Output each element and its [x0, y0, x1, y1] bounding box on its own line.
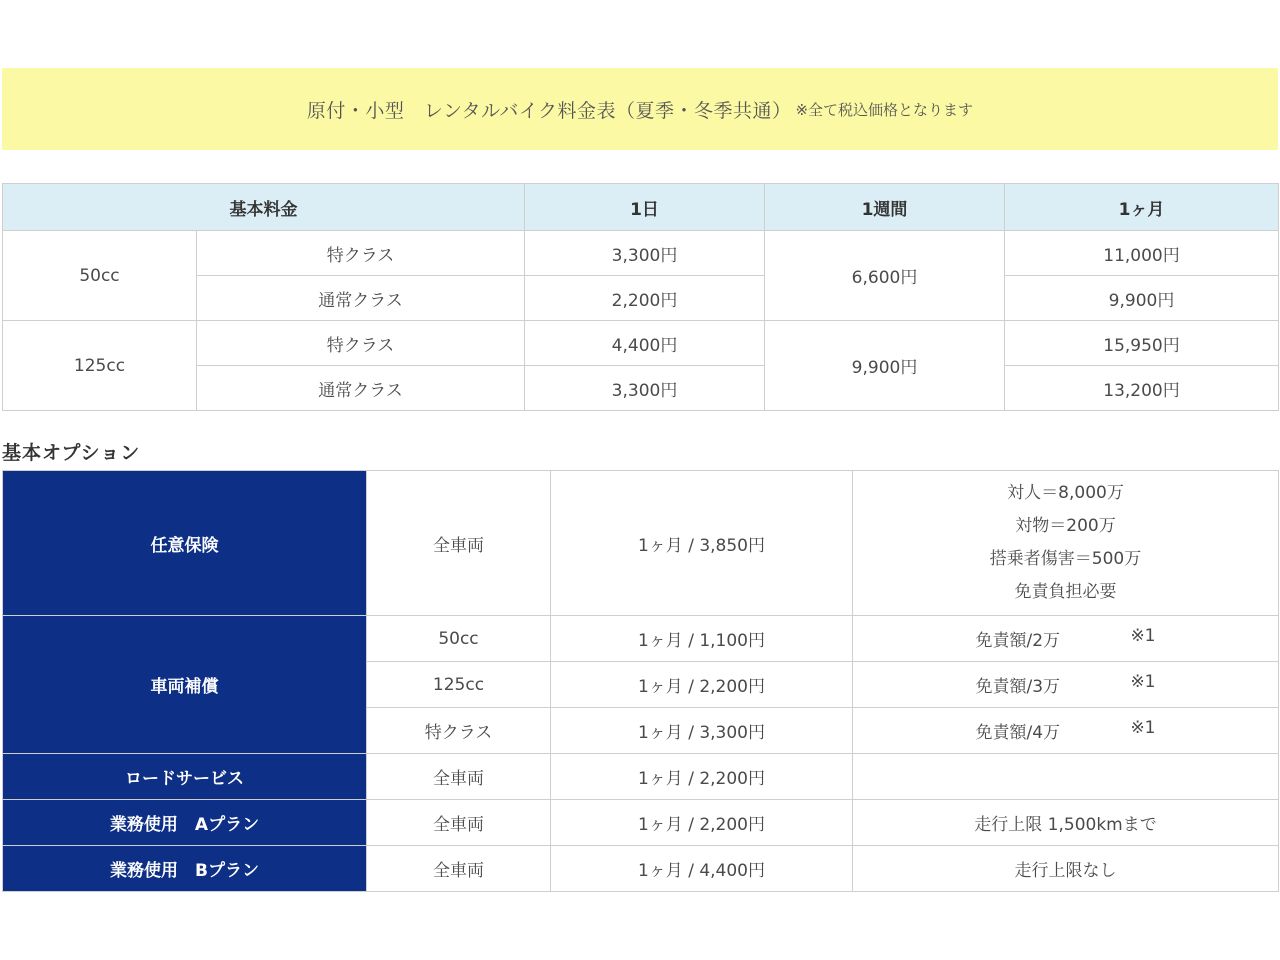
option-price: 1ヶ月 / 4,400円	[551, 846, 853, 892]
option-row-vehicle-comp	[3, 616, 1279, 662]
option-row-business-a	[3, 800, 1279, 846]
rental-rates-table	[2, 183, 1279, 411]
table-row	[3, 231, 1279, 276]
insurance-detail-line: 搭乗者傷害＝500万	[989, 549, 1142, 569]
class-cell: 特クラス	[197, 231, 525, 276]
option-price: 1ヶ月 / 2,200円	[551, 754, 853, 800]
day-price: 2,200円	[525, 276, 765, 321]
option-target: 50cc	[367, 616, 551, 662]
deductible-label	[976, 718, 1156, 743]
month-price: 13,200円	[1005, 366, 1279, 411]
option-row-road-service	[3, 754, 1279, 800]
week-price: 9,900円	[765, 321, 1005, 411]
displacement-125cc: 125cc	[3, 321, 197, 411]
option-note	[853, 616, 1279, 662]
option-price: 1ヶ月 / 1,100円	[551, 616, 853, 662]
option-price: 1ヶ月 / 3,850円	[551, 471, 853, 616]
header-1week: 1週間	[765, 184, 1005, 231]
deductible-amount: 免責額/3万	[975, 677, 1061, 697]
options-heading: 基本オプション	[2, 442, 141, 464]
class-cell: 特クラス	[197, 321, 525, 366]
banner-title: 原付・小型 レンタルバイク料金表（夏季・冬季共通）	[306, 99, 792, 122]
footnote-mark: ※1	[1130, 626, 1156, 646]
day-price: 4,400円	[525, 321, 765, 366]
header-basic-fee: 基本料金	[3, 184, 525, 231]
week-price: 6,600円	[765, 231, 1005, 321]
option-name-road-service: ロードサービス	[3, 754, 367, 800]
month-price: 15,950円	[1005, 321, 1279, 366]
option-row-business-b	[3, 846, 1279, 892]
option-target: 特クラス	[367, 708, 551, 754]
insurance-detail-line: 対物＝200万	[1015, 516, 1116, 536]
rates-header-row	[3, 184, 1279, 231]
footnote-mark: ※1	[1130, 672, 1156, 692]
title-banner	[2, 68, 1278, 150]
option-target: 全車両	[367, 846, 551, 892]
option-row-insurance	[3, 471, 1279, 616]
option-note: 走行上限 1,500kmまで	[853, 800, 1279, 846]
options-table	[2, 470, 1279, 892]
option-target: 125cc	[367, 662, 551, 708]
option-name-vehicle-comp: 車両補償	[3, 616, 367, 754]
option-name-business-b: 業務使用 Bプラン	[3, 846, 367, 892]
option-name-business-a: 業務使用 Aプラン	[3, 800, 367, 846]
option-name-insurance: 任意保険	[3, 471, 367, 616]
option-note: 走行上限なし	[853, 846, 1279, 892]
option-price: 1ヶ月 / 2,200円	[551, 662, 853, 708]
day-price: 3,300円	[525, 366, 765, 411]
option-note	[853, 708, 1279, 754]
header-1month: 1ヶ月	[1005, 184, 1279, 231]
insurance-detail-line: 対人＝8,000万	[1007, 483, 1124, 503]
option-target: 全車両	[367, 754, 551, 800]
option-price: 1ヶ月 / 3,300円	[551, 708, 853, 754]
option-note	[853, 662, 1279, 708]
class-cell: 通常クラス	[197, 366, 525, 411]
displacement-50cc: 50cc	[3, 231, 197, 321]
deductible-label	[976, 626, 1156, 651]
header-1day: 1日	[525, 184, 765, 231]
class-cell: 通常クラス	[197, 276, 525, 321]
insurance-detail-line: 免責負担必要	[1014, 582, 1117, 602]
deductible-amount: 免責額/4万	[975, 723, 1061, 743]
deductible-label	[976, 672, 1156, 697]
banner-tax-note: ※全て税込価格となります	[795, 100, 974, 119]
option-note	[853, 754, 1279, 800]
option-target: 全車両	[367, 800, 551, 846]
month-price: 11,000円	[1005, 231, 1279, 276]
month-price: 9,900円	[1005, 276, 1279, 321]
day-price: 3,300円	[525, 231, 765, 276]
footnote-mark: ※1	[1130, 718, 1156, 738]
option-price: 1ヶ月 / 2,200円	[551, 800, 853, 846]
table-row	[3, 321, 1279, 366]
deductible-amount: 免責額/2万	[975, 631, 1061, 651]
option-target: 全車両	[367, 471, 551, 616]
insurance-details	[853, 471, 1279, 616]
